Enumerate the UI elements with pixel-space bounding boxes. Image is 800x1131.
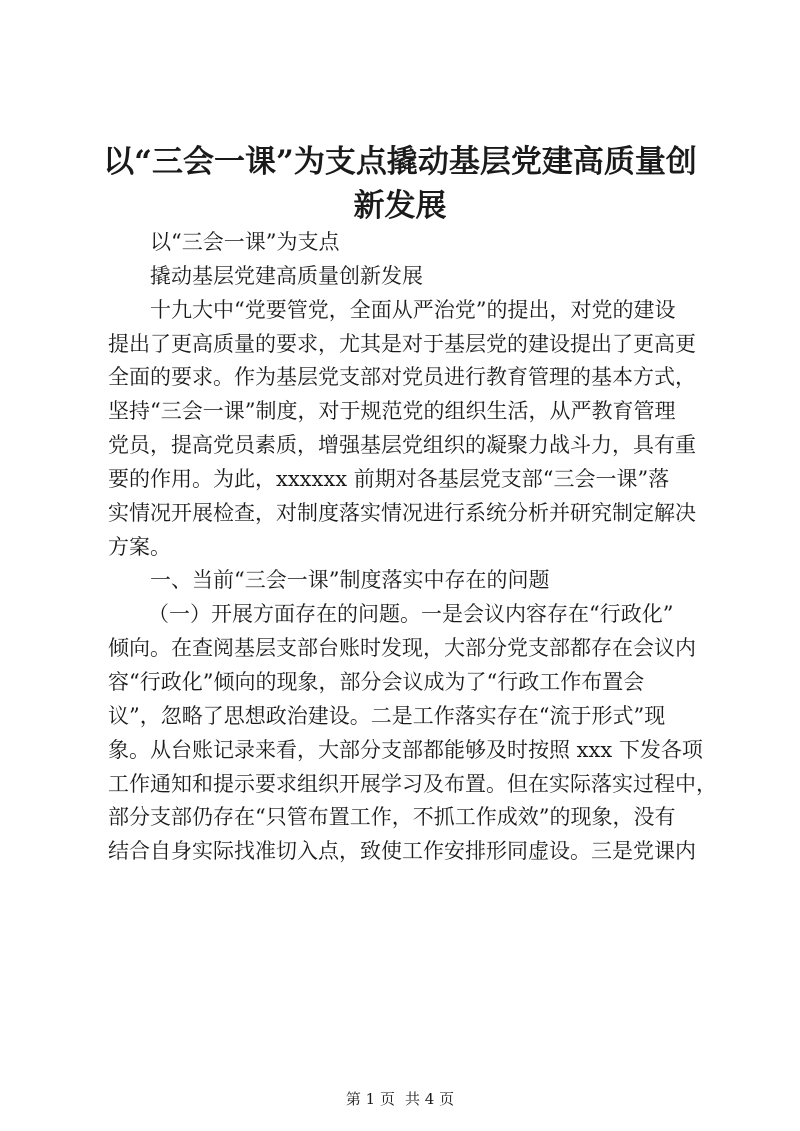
paragraph-line: 象。从台账记录来看，大部分支部都能够及时按照 xxx 下发各项 [108,737,703,762]
paragraph-line: 十九大中“党要管党，全面从严治党”的提出，对党的建设 [150,297,676,322]
section-heading: 一、当前“三会一课”制度落实中存在的问题 [150,568,550,593]
paragraph-line: 方案。 [108,534,171,559]
title-line-2: 新发展 [353,188,447,224]
paragraph-line: 党员，提高党员素质，增强基层党组织的凝聚力战斗力，具有重 [108,433,696,458]
document-title [100,140,700,228]
title-line-1: 以“三会一课”为支点撬动基层党建高质量创 [103,144,697,180]
paragraph-line: 结合自身实际找准切入点，致使工作安排形同虚设。三是党课内 [108,839,696,864]
page-total: 共 4 页 [405,1090,455,1108]
document-body [108,226,717,869]
paragraph-line: 要的作用。为此，xxxxxx 前期对各基层党支部“三会一课”落 [108,466,670,491]
paragraph-line: 全面的要求。作为基层党支部对党员进行教育管理的基本方式， [108,365,696,390]
subtitle-line-2: 撬动基层党建高质量创新发展 [150,263,423,288]
paragraph-line: 倾向。在查阅基层支部台账时发现，大部分党支部都存在会议内 [108,636,696,661]
paragraph-line: （一）开展方面存在的问题。一是会议内容存在“行政化” [148,602,674,627]
paragraph-line: 提出了更高质量的要求，尤其是对于基层党的建设提出了更高更 [108,331,696,356]
page-number: 第 1 页 [345,1090,395,1108]
paragraph-line: 坚持“三会一课”制度，对于规范党的组织生活，从严教育管理 [108,399,676,424]
paragraph-line: 工作通知和提示要求组织开展学习及布置。但在实际落实过程中， [108,771,717,796]
paragraph-line: 议”，忽略了思想政治建设。二是工作落实存在“流于形式”现 [108,703,666,728]
page-footer [0,1089,800,1109]
paragraph-line: 部分支部仍存在“只管布置工作，不抓工作成效”的现象，没有 [108,805,676,830]
paragraph-line: 实情况开展检查，对制度落实情况进行系统分析并研究制定解决 [108,500,696,525]
subtitle-line-1: 以“三会一课”为支点 [150,230,340,254]
paragraph-line: 容“行政化”倾向的现象，部分会议成为了“行政工作布置会 [108,669,645,694]
